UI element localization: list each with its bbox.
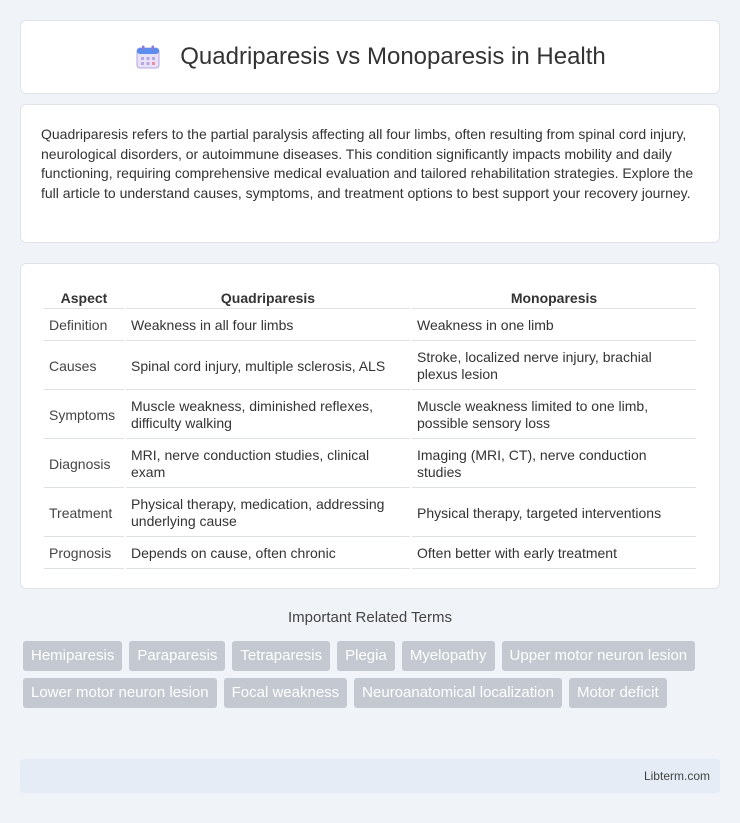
row-aspect: Diagnosis xyxy=(44,441,124,488)
tag-lower-motor-neuron-lesion[interactable]: Lower motor neuron lesion xyxy=(23,678,217,708)
related-terms-title: Important Related Terms xyxy=(288,609,452,626)
table-row xyxy=(44,311,696,341)
tag-plegia[interactable]: Plegia xyxy=(337,641,395,671)
row-monoparesis: Often better with early treatment xyxy=(412,539,696,569)
table-row xyxy=(44,539,696,569)
tag-upper-motor-neuron-lesion[interactable]: Upper motor neuron lesion xyxy=(502,641,696,671)
related-terms-tags xyxy=(23,641,723,708)
intro-card xyxy=(20,104,720,243)
table-header-row xyxy=(44,286,696,309)
header-aspect: Aspect xyxy=(44,286,124,309)
row-aspect: Prognosis xyxy=(44,539,124,569)
table-row xyxy=(44,392,696,439)
calendar-icon xyxy=(134,43,162,71)
table-row xyxy=(44,441,696,488)
intro-text: Quadriparesis refers to the partial paralysis affecting all four limbs, often resulting from spinal cord injury, neurological disorders, or autoimmune diseases. This condition significantly impacts mobility and daily functioning, requiring comprehensive medical evaluation and tailored rehabilitation strategies. Explore the full article to understand causes, symptoms, and treatment options to best support your recovery journey. xyxy=(41,126,694,201)
comparison-table xyxy=(42,284,698,571)
tag-focal-weakness[interactable]: Focal weakness xyxy=(224,678,348,708)
row-quadriparesis: Spinal cord injury, multiple sclerosis, ALS xyxy=(126,343,410,390)
tag-paraparesis[interactable]: Paraparesis xyxy=(129,641,225,671)
row-monoparesis: Weakness in one limb xyxy=(412,311,696,341)
row-quadriparesis: Muscle weakness, diminished reflexes, difficulty walking xyxy=(126,392,410,439)
table-card xyxy=(20,263,720,589)
tag-tetraparesis[interactable]: Tetraparesis xyxy=(232,641,330,671)
row-aspect: Symptoms xyxy=(44,392,124,439)
footer xyxy=(20,759,720,793)
title-wrap xyxy=(134,43,606,71)
tag-hemiparesis[interactable]: Hemiparesis xyxy=(23,641,122,671)
table-row xyxy=(44,343,696,390)
header-monoparesis: Monoparesis xyxy=(412,286,696,309)
header-card xyxy=(20,20,720,94)
row-monoparesis: Imaging (MRI, CT), nerve conduction studies xyxy=(412,441,696,488)
row-aspect: Treatment xyxy=(44,490,124,537)
footer-site-link[interactable]: Libterm.com xyxy=(643,769,710,783)
tag-neuroanatomical-localization[interactable]: Neuroanatomical localization xyxy=(354,678,562,708)
row-quadriparesis: Weakness in all four limbs xyxy=(126,311,410,341)
row-monoparesis: Muscle weakness limited to one limb, possible sensory loss xyxy=(412,392,696,439)
row-monoparesis: Physical therapy, targeted interventions xyxy=(412,490,696,537)
page-title: Quadriparesis vs Monoparesis in Health xyxy=(180,43,606,70)
row-aspect: Definition xyxy=(44,311,124,341)
tag-motor-deficit[interactable]: Motor deficit xyxy=(569,678,667,708)
row-quadriparesis: Depends on cause, often chronic xyxy=(126,539,410,569)
row-quadriparesis: MRI, nerve conduction studies, clinical exam xyxy=(126,441,410,488)
table-row xyxy=(44,490,696,537)
row-aspect: Causes xyxy=(44,343,124,390)
row-quadriparesis: Physical therapy, medication, addressing underlying cause xyxy=(126,490,410,537)
tag-myelopathy[interactable]: Myelopathy xyxy=(402,641,495,671)
header-quadriparesis: Quadriparesis xyxy=(126,286,410,309)
row-monoparesis: Stroke, localized nerve injury, brachial plexus lesion xyxy=(412,343,696,390)
